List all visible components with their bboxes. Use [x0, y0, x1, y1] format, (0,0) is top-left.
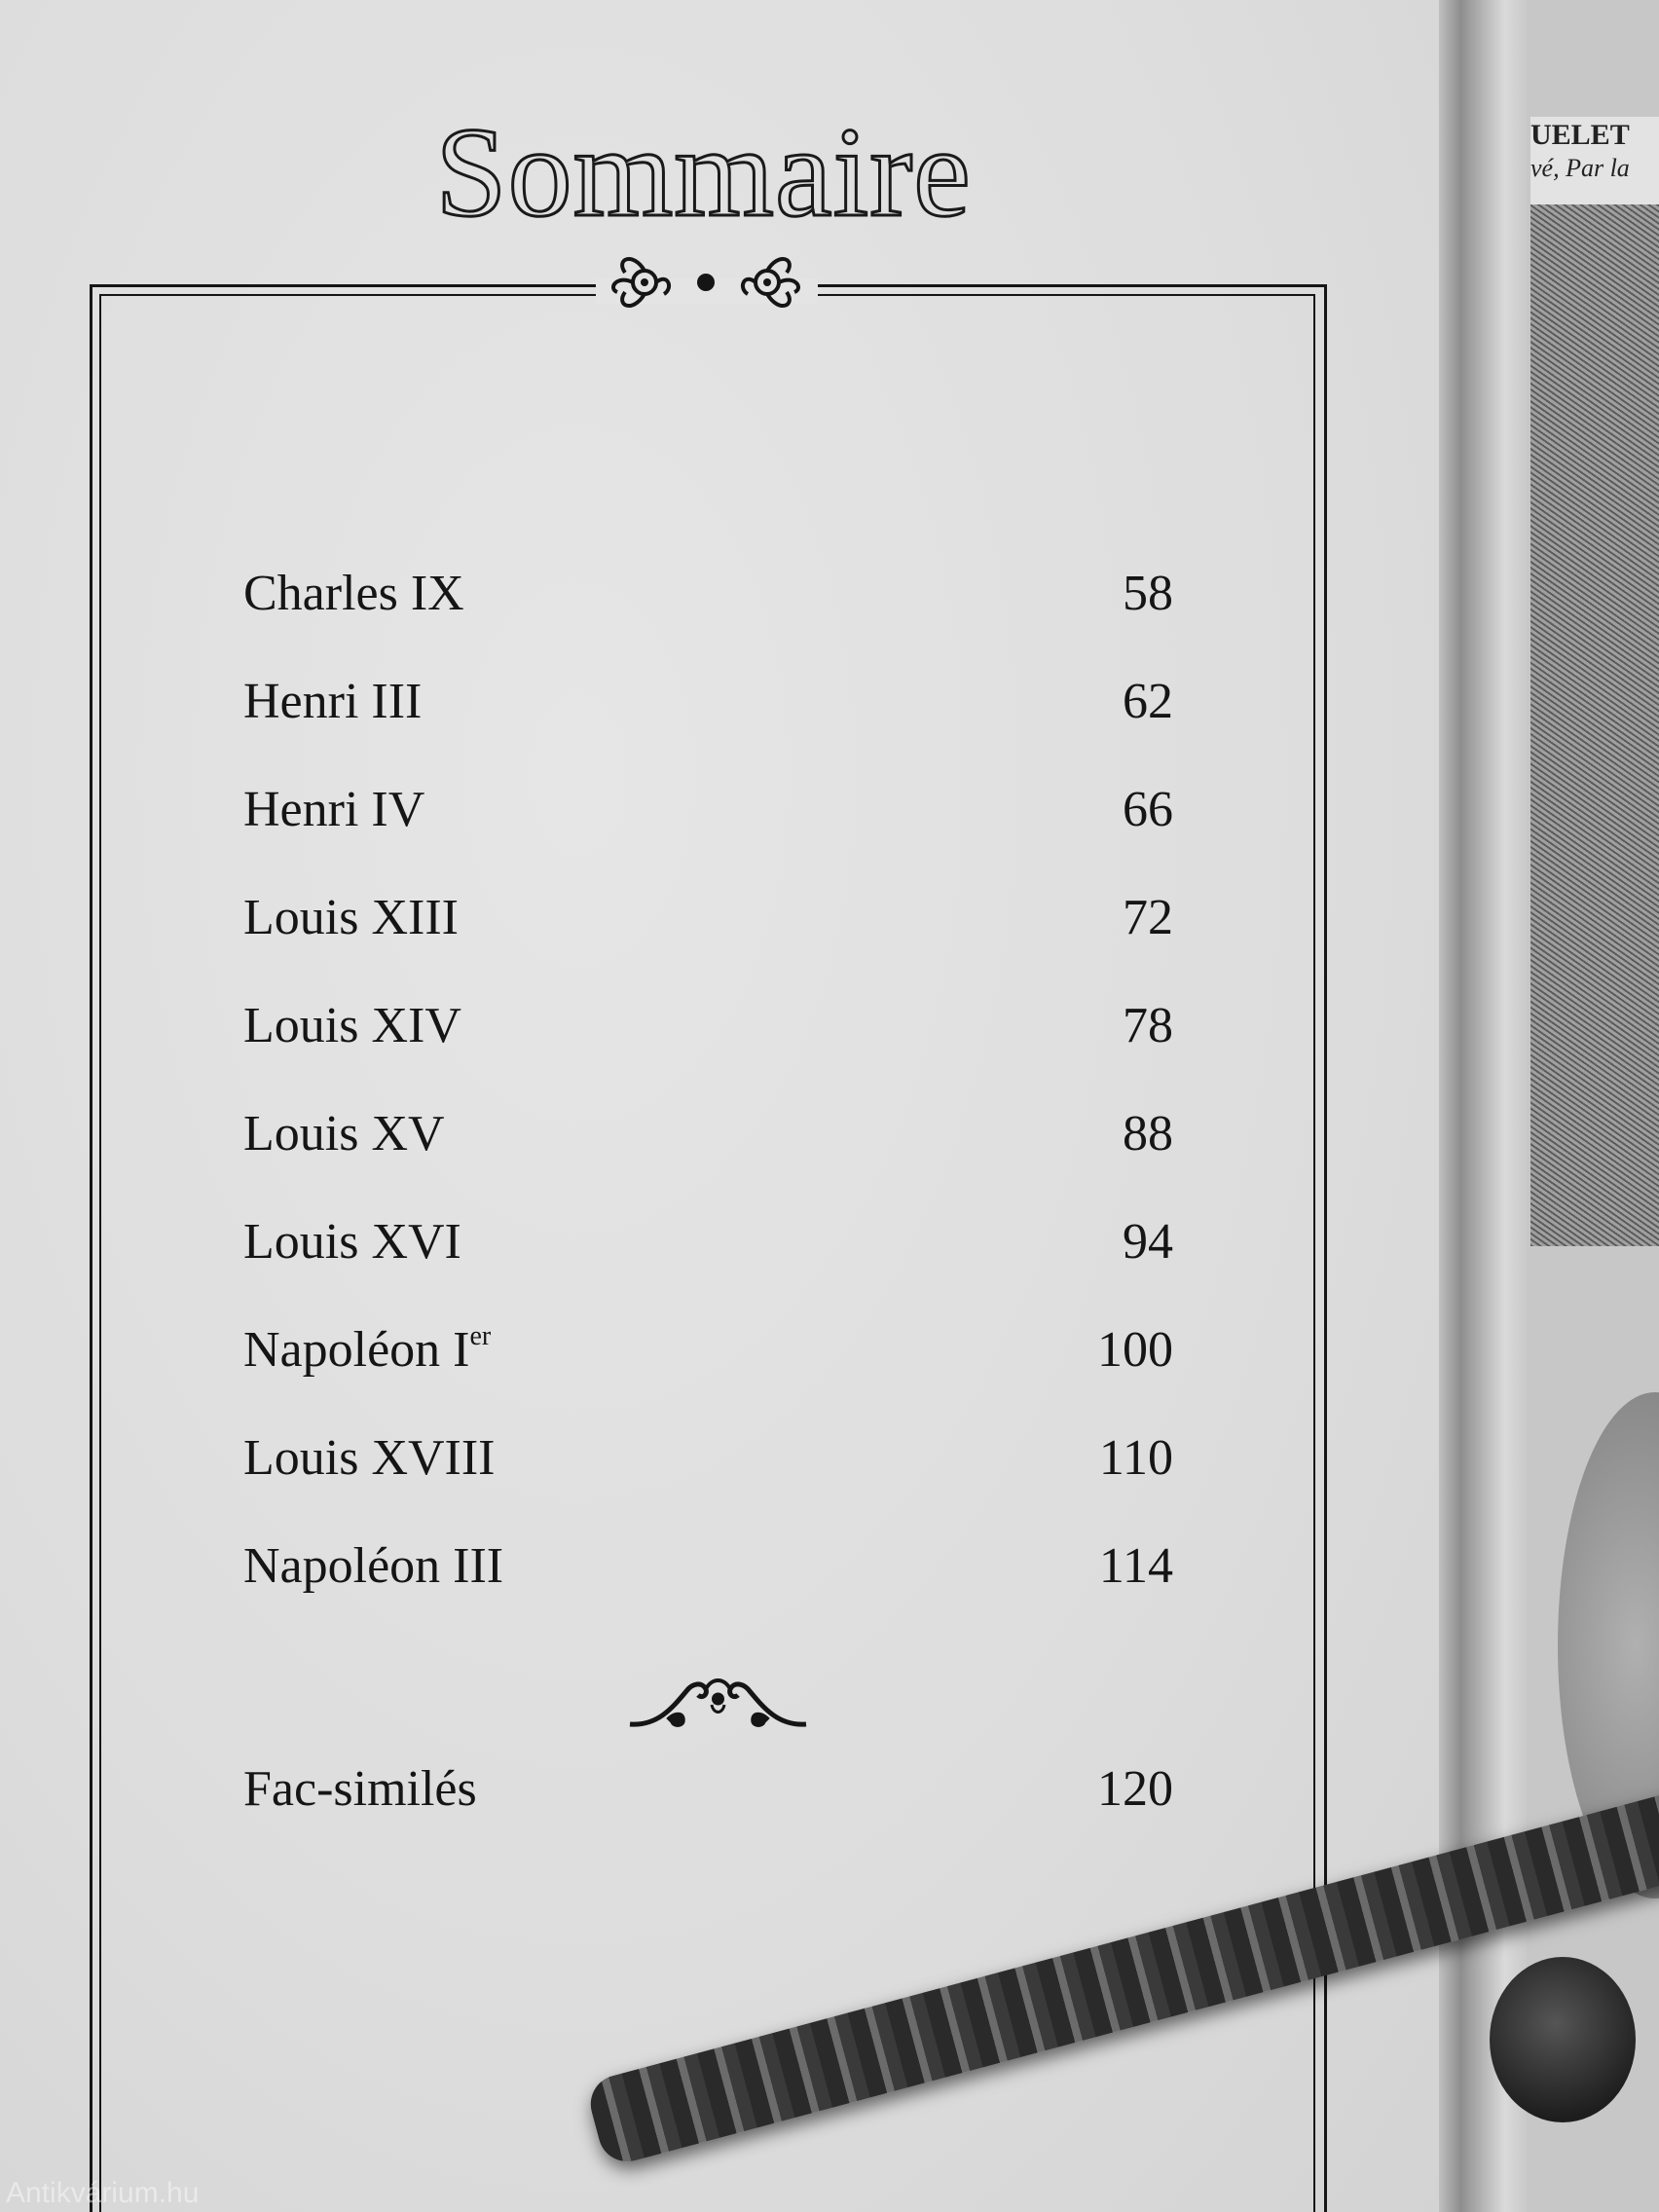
toc-entry-title: [243, 1321, 491, 1379]
toc-entry-page: 94: [1123, 1214, 1173, 1270]
toc-entry: [243, 997, 1173, 1105]
toc-entry-title: Louis XIII: [243, 890, 459, 945]
toc-entry-title: Louis XVI: [243, 1214, 461, 1270]
table-of-contents: [243, 565, 1173, 1645]
toc-entry-page: 110: [1098, 1430, 1173, 1486]
scroll-ornament-icon: [628, 1670, 808, 1733]
toc-entry: [243, 1429, 1173, 1537]
toc-entry: [243, 1321, 1173, 1429]
sword-guard: [1490, 1957, 1636, 2122]
toc-entry-title: Henri III: [243, 674, 423, 729]
toc-entry-title-text: Napoléon I: [243, 1322, 470, 1378]
toc-extra-title: Fac-similés: [243, 1761, 477, 1817]
toc-entry-page: 58: [1123, 566, 1173, 621]
toc-entry-page: 72: [1123, 890, 1173, 945]
toc-entry: [243, 1105, 1173, 1213]
toc-entry: [243, 781, 1173, 889]
toc-entry: [243, 1213, 1173, 1321]
toc-entry-title: Louis XIV: [243, 998, 461, 1053]
toc-entry-title: Henri IV: [243, 782, 425, 837]
engraving-caption: [1530, 119, 1659, 185]
toc-entry-page: 66: [1123, 782, 1173, 837]
engraving-caption-line1: UELET: [1530, 119, 1630, 151]
toc-entry-page: 62: [1123, 674, 1173, 729]
fleuron-ornament-icon: [604, 245, 808, 319]
toc-entry-page: 100: [1097, 1322, 1173, 1378]
toc-entry: [243, 673, 1173, 781]
toc-entry-page: 114: [1098, 1538, 1173, 1594]
toc-entry: [243, 565, 1173, 673]
page-title: Sommaire: [435, 100, 972, 243]
toc-entry: [243, 889, 1173, 997]
toc-entry: [243, 1537, 1173, 1645]
watermark-text: Antikvárium.hu: [6, 2177, 200, 2209]
toc-extra-entry: [243, 1760, 1173, 1838]
toc-entry-title: Louis XVIII: [243, 1430, 496, 1486]
toc-extra-page: 120: [1097, 1761, 1173, 1817]
toc-entry-title-superscript: er: [469, 1321, 492, 1351]
toc-entry-page: 78: [1123, 998, 1173, 1053]
engraving-caption-line2: vé, Par la: [1530, 154, 1630, 182]
toc-entry-title: Napoléon III: [243, 1538, 504, 1594]
toc-entry-page: 88: [1123, 1106, 1173, 1161]
toc-entry-title: Louis XV: [243, 1106, 445, 1161]
engraving-illustration: [1530, 117, 1659, 1246]
toc-entry-title: Charles IX: [243, 566, 464, 621]
